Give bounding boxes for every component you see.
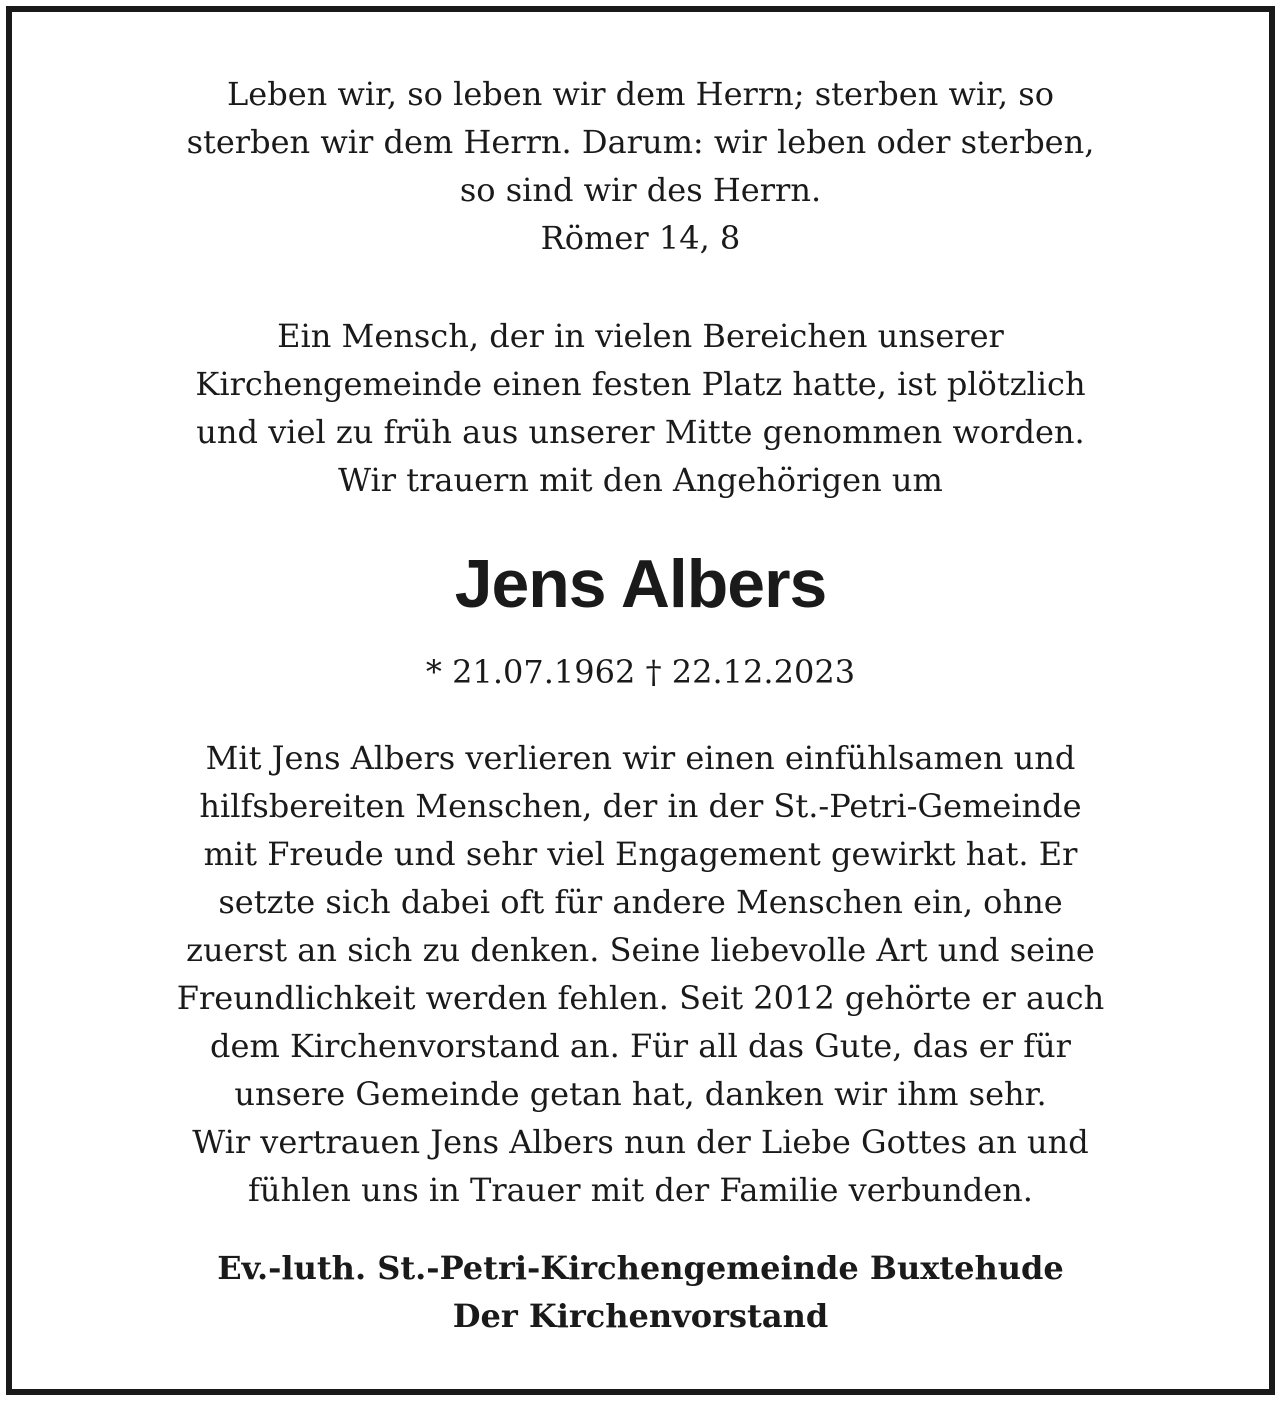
intro-paragraph: [12, 312, 1269, 504]
tribute-line: Wir vertrauen Jens Albers nun der Liebe Gottes an und: [192, 1123, 1089, 1161]
tribute-line: Mit Jens Albers verlieren wir einen einfühlsamen und: [205, 739, 1076, 777]
tribute-line: hilfsbereiten Menschen, der in der St.-Petri-Gemeinde: [199, 787, 1082, 825]
intro-line: Wir trauern mit den Angehörigen um: [338, 461, 943, 499]
tribute-line: setzte sich dabei oft für andere Menschen ein, ohne: [218, 883, 1063, 921]
verse-line: sterben wir dem Herrn. Darum: wir leben oder sterben,: [186, 123, 1095, 161]
tribute-line: Freundlichkeit werden fehlen. Seit 2012 gehörte er auch: [176, 979, 1105, 1017]
verse-reference: Römer 14, 8: [540, 219, 741, 257]
obituary-notice: [6, 6, 1275, 1395]
verse-line: so sind wir des Herrn.: [459, 171, 822, 209]
intro-line: Ein Mensch, der in vielen Bereichen unserer: [277, 317, 1004, 355]
signature-block: [12, 1244, 1269, 1340]
obituary-content: [12, 12, 1269, 1389]
tribute-line: zuerst an sich zu denken. Seine liebevolle Art und seine: [186, 931, 1095, 969]
deceased-name: Jens Albers: [454, 547, 827, 622]
life-dates: * 21.07.1962 † 22.12.2023: [425, 653, 856, 691]
intro-line: und viel zu früh aus unserer Mitte genommen worden.: [196, 413, 1085, 451]
tribute-line: unsere Gemeinde getan hat, danken wir ihm sehr.: [234, 1075, 1047, 1113]
verse-line: Leben wir, so leben wir dem Herrn; sterben wir, so: [227, 75, 1054, 113]
intro-line: Kirchengemeinde einen festen Platz hatte, ist plötzlich: [195, 365, 1086, 403]
signature-organization: Ev.-luth. St.-Petri-Kirchengemeinde Buxtehude: [217, 1249, 1064, 1287]
tribute-line: mit Freude und sehr viel Engagement gewirkt hat. Er: [203, 835, 1078, 873]
tribute-paragraph: [12, 734, 1269, 1214]
signature-board: Der Kirchenvorstand: [452, 1297, 829, 1335]
tribute-line: dem Kirchenvorstand an. Für all das Gute, das er für: [210, 1027, 1071, 1065]
tribute-line: fühlen uns in Trauer mit der Familie verbunden.: [248, 1171, 1033, 1209]
bible-verse: [12, 70, 1269, 262]
